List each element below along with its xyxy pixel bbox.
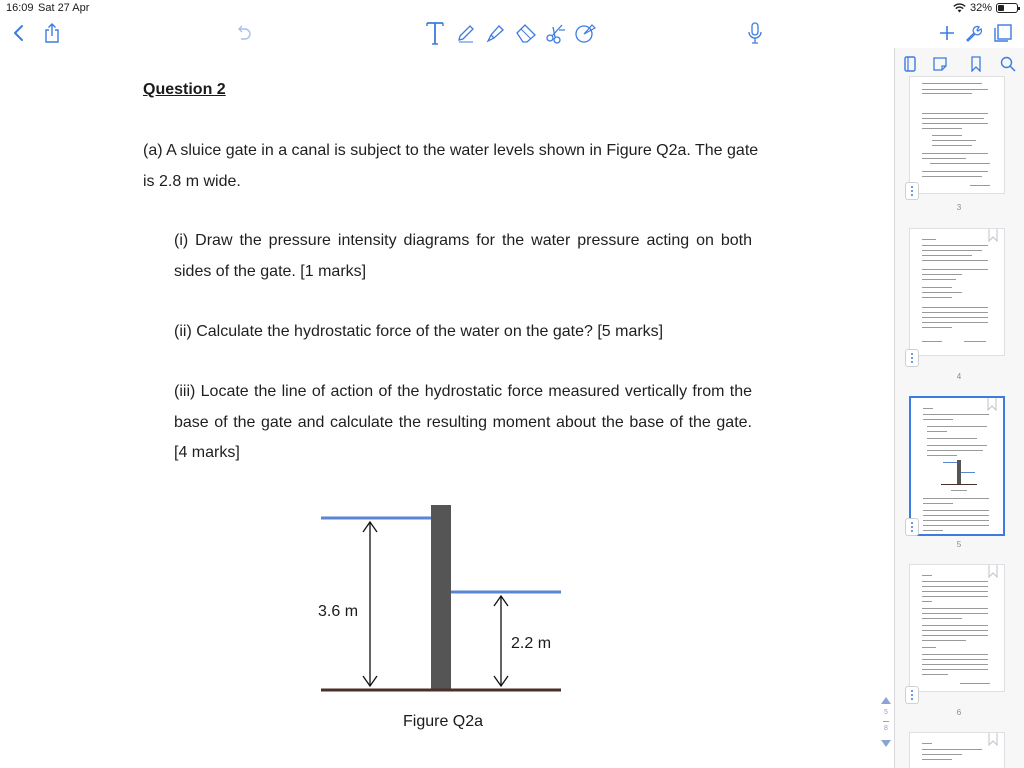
status-bar: [0, 0, 1024, 18]
page-pager[interactable]: [880, 697, 892, 747]
figure-caption: Figure Q2a: [403, 713, 484, 730]
page-sidebar: [894, 48, 1024, 768]
battery-percent: 32%: [969, 2, 992, 14]
undo-icon[interactable]: [234, 20, 254, 46]
right-depth-label: 2.2 m: [511, 635, 552, 652]
page-thumbnail-6[interactable]: [909, 564, 1005, 692]
question-title: Question 2: [143, 81, 226, 98]
right-depth-arrow: [494, 596, 508, 686]
status-time: 16:09: [6, 2, 34, 14]
left-depth-label: 3.6 m: [318, 603, 359, 620]
left-depth-arrow: [363, 522, 377, 686]
sidebar-tabs: [895, 52, 1024, 74]
thumbnails-view-icon[interactable]: [901, 55, 919, 73]
eraser-tool-icon[interactable]: [514, 20, 538, 46]
part-i-text: (i) Draw the pressure intensity diagrams for the water pressure acting on both sides of the gate. [1 marks]: [174, 232, 752, 280]
thumbnail-bookmark-icon: [987, 397, 997, 411]
toolbar: [0, 18, 1024, 48]
text-tool-icon[interactable]: [424, 20, 446, 46]
status-date: Sat 27 Apr: [38, 2, 90, 14]
sluice-gate-figure: [300, 494, 580, 744]
status-right: [953, 2, 1018, 14]
thumbnail-bookmark-icon: [988, 228, 998, 242]
document-page[interactable]: [0, 48, 894, 768]
page-thumbnail-3[interactable]: [909, 76, 1005, 194]
pager-total-pages: 8: [884, 725, 888, 732]
page-thumbnail-4[interactable]: [909, 228, 1005, 356]
page-5-more-button[interactable]: [905, 518, 919, 536]
shape-tool-icon[interactable]: [572, 20, 598, 46]
page-number-6: 6: [956, 708, 962, 717]
page-thumbnail-5[interactable]: [909, 396, 1005, 536]
bookmarks-view-icon[interactable]: [967, 55, 985, 73]
pager-current-page: 5: [884, 709, 888, 716]
back-chevron-icon[interactable]: [10, 20, 28, 46]
search-icon[interactable]: [999, 55, 1017, 73]
outline-view-icon[interactable]: [931, 55, 949, 73]
page-number-4: 4: [956, 372, 962, 381]
pager-separator: [883, 721, 889, 722]
page-4-more-button[interactable]: [905, 349, 919, 367]
page-number-5: 5: [956, 540, 962, 549]
add-icon[interactable]: [938, 20, 956, 46]
page-up-icon[interactable]: [881, 697, 891, 704]
microphone-icon[interactable]: [746, 20, 764, 46]
page-down-icon[interactable]: [881, 740, 891, 747]
page-thumbnail-7[interactable]: [909, 732, 1005, 768]
sluice-gate-diagram: [300, 494, 580, 704]
share-icon[interactable]: [42, 20, 62, 46]
gate: [431, 505, 451, 690]
page-number-3: 3: [956, 203, 962, 212]
page-6-more-button[interactable]: [905, 686, 919, 704]
scissors-lasso-icon[interactable]: [544, 20, 568, 46]
part-iii-text: (iii) Locate the line of action of the hydrostatic force measured vertically from the base of the gate and calculate the resulting moment about the base of the gate. [4 marks]: [174, 383, 752, 461]
highlighter-tool-icon[interactable]: [485, 20, 507, 46]
part-ii-text: (ii) Calculate the hydrostatic force of the water on the gate? [5 marks]: [174, 323, 664, 340]
battery-icon: [996, 3, 1018, 13]
page-3-more-button[interactable]: [905, 182, 919, 200]
pages-icon[interactable]: [992, 20, 1014, 46]
wifi-icon: [953, 3, 966, 13]
thumbnail-bookmark-icon: [988, 564, 998, 578]
wrench-icon[interactable]: [964, 20, 984, 46]
pen-tool-icon[interactable]: [455, 20, 477, 46]
thumbnail-bookmark-icon: [988, 732, 998, 746]
part-a-text: (a) A sluice gate in a canal is subject to the water levels shown in Figure Q2a. The gate is 2.8 m wide.: [143, 142, 759, 190]
